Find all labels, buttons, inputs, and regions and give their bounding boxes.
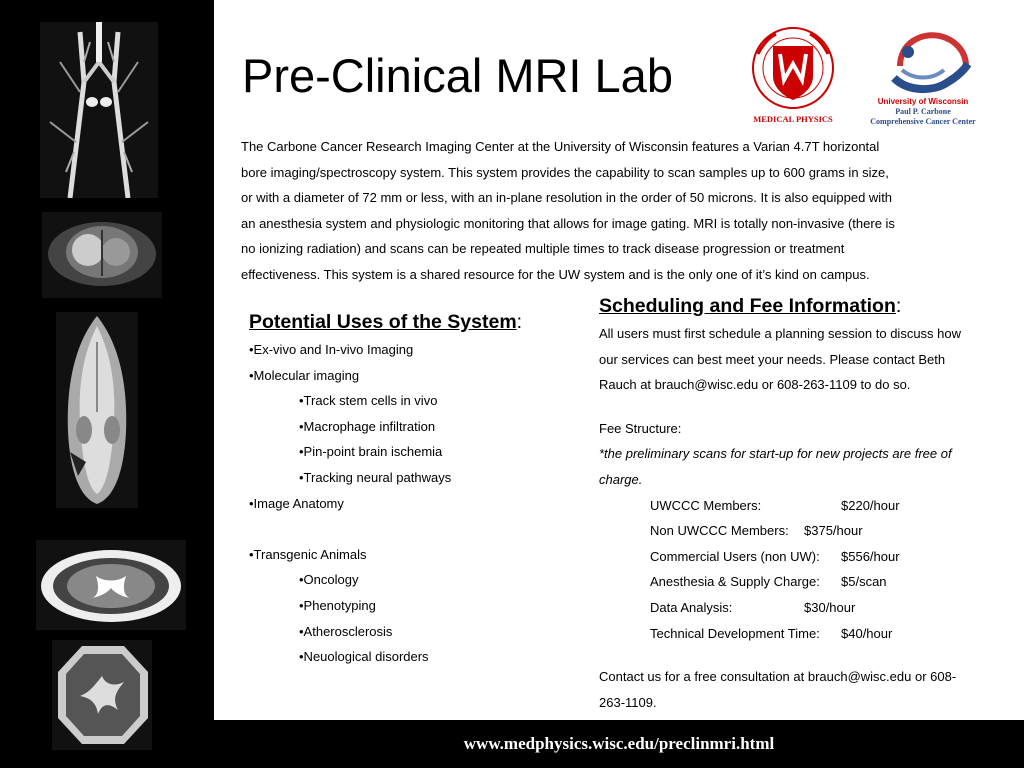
intro-paragraph bbox=[241, 134, 1021, 288]
fee-name: UWCCC Members: bbox=[650, 497, 762, 513]
fee-price: $375/hour bbox=[804, 523, 863, 539]
mri-sample-image bbox=[52, 640, 152, 750]
intro-line: effectiveness. This system is a shared resource for the UW system and is the only one of it’s kind on campus. bbox=[241, 266, 870, 282]
footer-url: www.medphysics.wisc.edu/preclinmri.html bbox=[463, 734, 775, 753]
scheduling-heading: Scheduling and Fee Information: bbox=[599, 295, 902, 317]
fee-name: Non UWCCC Members: bbox=[650, 523, 789, 539]
carbone-line-3: Comprehensive Cancer Center bbox=[870, 117, 976, 126]
list-item: •Image Anatomy bbox=[249, 495, 344, 511]
list-subitem: •Macrophage infiltration bbox=[299, 418, 436, 434]
scheduling-line: our services can best meet your needs. Please contact Beth bbox=[599, 351, 946, 367]
list-item: •Molecular imaging bbox=[249, 367, 360, 383]
mri-spinal-axial-image bbox=[36, 540, 186, 630]
fee-structure-label: Fee Structure: bbox=[599, 420, 682, 436]
fee-row bbox=[599, 621, 1009, 647]
fee-note-line: charge. bbox=[599, 471, 643, 487]
scheduling-line: All users must first schedule a planning session to discuss how bbox=[599, 326, 962, 341]
list-subitem: •Atherosclerosis bbox=[299, 623, 393, 639]
potential-uses-section bbox=[249, 308, 589, 670]
fee-name: Technical Development Time: bbox=[650, 625, 820, 641]
list-item: •Transgenic Animals bbox=[249, 546, 367, 562]
fee-price: $220/hour bbox=[841, 497, 900, 513]
mri-brain-axial-image bbox=[42, 212, 162, 298]
fee-price: $30/hour bbox=[804, 599, 856, 615]
intro-line: no ionizing radiation) and scans can be repeated multiple times to track disease progression or treatment bbox=[241, 241, 845, 257]
fee-row bbox=[599, 493, 1009, 519]
carbone-line-2: Paul P. Carbone bbox=[895, 107, 951, 116]
scheduling-paragraph bbox=[599, 321, 1009, 398]
list-subitem: •Tracking neural pathways bbox=[299, 469, 452, 485]
intro-line: an anesthesia system and physiologic monitoring that allows for image gating. MRI is totally non-invasive (there is bbox=[241, 215, 895, 231]
list-subitem: •Oncology bbox=[299, 572, 359, 588]
mri-angiogram-image bbox=[40, 22, 158, 198]
fee-price: $5/scan bbox=[841, 574, 887, 590]
carbone-line-1: University of Wisconsin bbox=[877, 97, 969, 106]
page-title: Pre-Clinical MRI Lab bbox=[242, 49, 673, 102]
fee-note-line: *the preliminary scans for start-up for new projects are free of bbox=[599, 446, 952, 462]
fee-price: $40/hour bbox=[841, 625, 893, 641]
carbone-cancer-center-logo bbox=[858, 22, 988, 130]
mri-body-coronal-image bbox=[56, 312, 138, 508]
fee-name: Anesthesia & Supply Charge: bbox=[650, 574, 820, 590]
fee-row bbox=[599, 569, 1009, 595]
scheduling-line: Rauch at brauch@wisc.edu or 608-263-1109 to do so. bbox=[599, 377, 911, 393]
fee-row bbox=[599, 518, 1009, 544]
intro-line: The Carbone Cancer Research Imaging Center at the University of Wisconsin features a Varian 4.7T horizontal bbox=[241, 139, 880, 154]
fee-row bbox=[599, 544, 1009, 570]
contact-line: Contact us for a free consultation at brauch@wisc.edu or 608- bbox=[599, 669, 957, 685]
list-subitem: •Phenotyping bbox=[299, 597, 376, 613]
contact-line: 263-1109. bbox=[599, 694, 657, 710]
medical-physics-text: MEDICAL PHYSICS bbox=[753, 114, 833, 124]
contact-paragraph bbox=[599, 664, 1009, 715]
intro-line: or with a diameter of 72 mm or less, with an in-plane resolution in the order of 50 microns. It is also equipped with bbox=[241, 190, 893, 206]
list-subitem: •Neuological disorders bbox=[299, 649, 429, 665]
fee-row bbox=[599, 595, 1009, 621]
fee-name: Commercial Users (non UW): bbox=[650, 548, 820, 564]
list-item: •Ex-vivo and In-vivo Imaging bbox=[249, 342, 414, 357]
image-sidebar bbox=[0, 0, 214, 768]
list-subitem: •Track stem cells in vivo bbox=[299, 393, 438, 409]
intro-line: bore imaging/spectroscopy system. This system provides the capability to scan samples up to 600 grams in size, bbox=[241, 164, 889, 180]
uses-heading: Potential Uses of the System: bbox=[249, 311, 523, 333]
list-subitem: •Pin-point brain ischemia bbox=[299, 444, 443, 460]
fee-name: Data Analysis: bbox=[650, 599, 733, 615]
footer-bar bbox=[214, 720, 1024, 768]
scheduling-section bbox=[599, 292, 1009, 715]
fee-price: $556/hour bbox=[841, 548, 900, 564]
uw-medical-physics-logo bbox=[738, 24, 848, 128]
